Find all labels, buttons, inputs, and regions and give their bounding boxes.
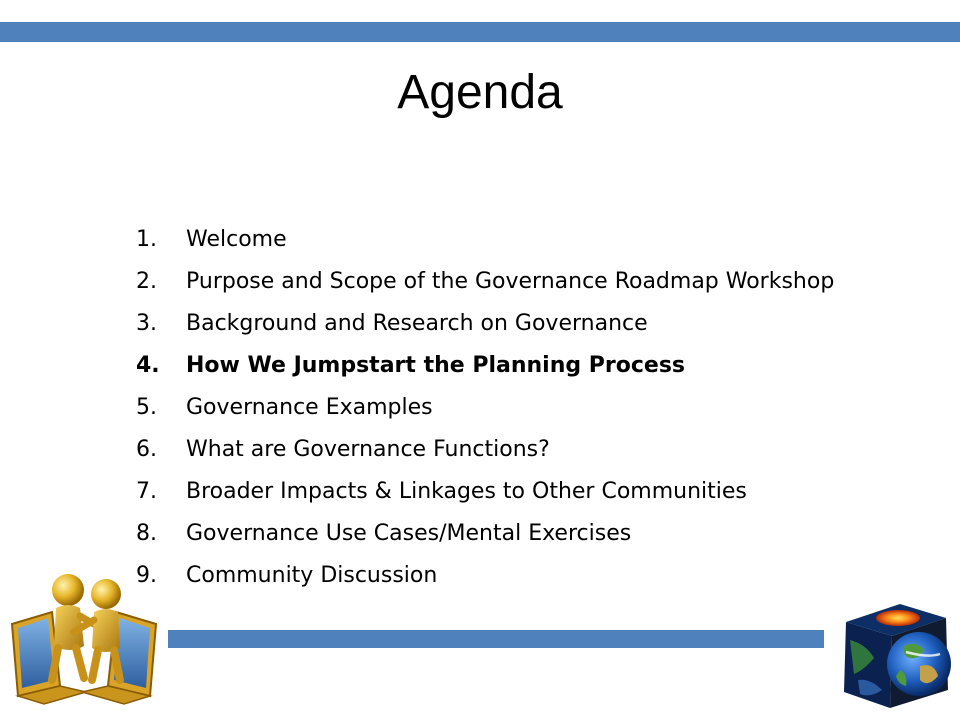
agenda-item-text: How We Jumpstart the Planning Process <box>186 353 686 378</box>
agenda-item-text: Background and Research on Governance <box>186 311 648 336</box>
agenda-item-9 <box>136 560 836 592</box>
agenda-item-8 <box>136 518 836 550</box>
agenda-item-number: 4. <box>136 353 160 378</box>
agenda-item-number: 2. <box>136 269 157 294</box>
agenda-item-text: Governance Examples <box>186 395 433 420</box>
agenda-item-text: Governance Use Cases/Mental Exercises <box>186 521 632 546</box>
top-accent-bar <box>0 22 960 42</box>
agenda-item-1 <box>136 224 836 256</box>
agenda-item-text: Purpose and Scope of the Governance Roadmap Workshop <box>186 269 835 294</box>
agenda-item-number: 9. <box>136 563 157 588</box>
agenda-item-text: Broader Impacts & Linkages to Other Communities <box>186 479 747 504</box>
agenda-item-number: 5. <box>136 395 157 420</box>
bottom-accent-bar <box>168 630 824 648</box>
agenda-item-number: 6. <box>136 437 157 462</box>
agenda-item-number: 8. <box>136 521 157 546</box>
earth-cube-icon <box>840 600 952 712</box>
agenda-item-number: 7. <box>136 479 157 504</box>
agenda-item-text: Community Discussion <box>186 563 438 588</box>
agenda-list <box>136 224 836 602</box>
agenda-item-number: 1. <box>136 227 157 252</box>
agenda-item-4-current <box>136 350 836 382</box>
agenda-item-3 <box>136 308 836 340</box>
slide-title: Agenda <box>397 66 563 119</box>
collaborating-figures-icon <box>8 568 160 708</box>
agenda-item-6 <box>136 434 836 466</box>
agenda-item-text: What are Governance Functions? <box>186 437 550 462</box>
agenda-item-2 <box>136 266 836 298</box>
agenda-item-7 <box>136 476 836 508</box>
agenda-item-5 <box>136 392 836 424</box>
agenda-item-text: Welcome <box>186 227 287 252</box>
agenda-item-number: 3. <box>136 311 157 336</box>
